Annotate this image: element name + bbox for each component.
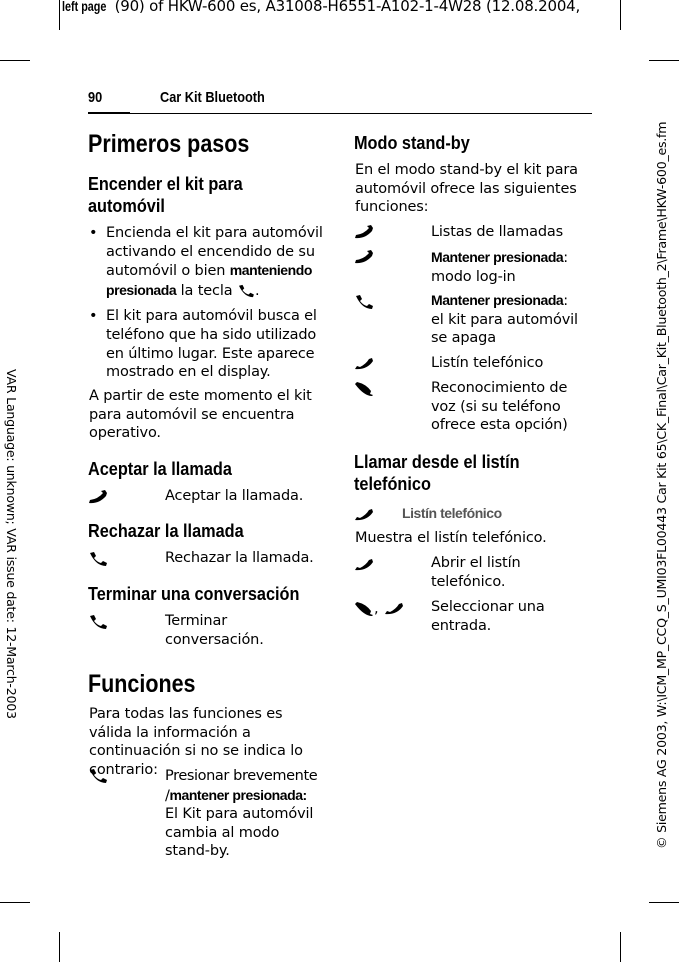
mantener-apaga-text: el kit para automóvil se apaga bbox=[431, 311, 578, 347]
file-info-header bbox=[62, 0, 580, 15]
left-margin-text: VAR Language: unknown; VAR issue date: 12-March-2003 bbox=[4, 369, 19, 719]
mantener-bold: Mantener presionada bbox=[431, 292, 564, 308]
phone-down-icon bbox=[354, 557, 374, 573]
phone-red-icon bbox=[88, 768, 108, 784]
running-head-rule-bold bbox=[88, 112, 130, 114]
listin-label: Listín telefónico bbox=[402, 505, 502, 521]
phone-green-icon bbox=[354, 250, 374, 266]
list-item bbox=[89, 224, 326, 300]
crop-mark bbox=[620, 0, 621, 30]
heading-modo-standby: Modo stand-by bbox=[354, 132, 470, 153]
heading-llamar: Llamar desde el listín telefónico bbox=[354, 451, 520, 494]
crop-mark bbox=[649, 902, 679, 903]
phone-red-icon bbox=[88, 551, 108, 567]
para-operativo: A partir de este momento el kit para automóvil se encuentra operativo. bbox=[89, 388, 312, 442]
heading-encender: Encender el kit para automóvil bbox=[88, 173, 243, 216]
heading-terminar: Terminar una conversación bbox=[88, 583, 300, 604]
bullet1-text: Encienda el kit para automóvil activando el encendido de su automóvil o bien bbox=[106, 225, 323, 280]
listin-text: Listín telefónico bbox=[431, 355, 544, 371]
phone-up-icon bbox=[354, 381, 374, 397]
phone-red-icon bbox=[237, 284, 255, 298]
phone-red-icon bbox=[354, 294, 374, 310]
heading-funciones: Funciones bbox=[88, 670, 196, 698]
mantener-login-text: modo log-in bbox=[431, 268, 516, 285]
phone-green-icon bbox=[354, 225, 374, 241]
file-info-text: (90) of HKW-600 es, A31008-H6551-A102-1-4W28 (12.08.2004, bbox=[110, 0, 581, 15]
bullet1-bold: manteniendo presionada bbox=[106, 262, 312, 298]
phone-up-icon bbox=[354, 601, 374, 617]
para-funciones: Para todas las funciones es válida la información a continuación si no se indica lo contrario: bbox=[89, 706, 303, 778]
presionar-bold: mantener presionada: bbox=[169, 786, 307, 803]
phone-down-icon bbox=[354, 507, 374, 523]
muestra-text: Muestra el listín telefónico. bbox=[355, 530, 547, 546]
mantener-bold: Mantener presionada bbox=[431, 249, 564, 265]
phone-down-icon bbox=[384, 601, 404, 617]
left-page-label: left page bbox=[62, 0, 107, 14]
para-standby: En el modo stand-by el kit para automóvil ofrece las siguientes funciones: bbox=[355, 162, 578, 216]
crop-mark bbox=[59, 932, 60, 962]
reconocimiento-text: Reconocimiento de voz (si su teléfono ofrece esta opción) bbox=[431, 380, 568, 434]
heading-rechazar: Rechazar la llamada bbox=[88, 520, 244, 541]
listas-text: Listas de llamadas bbox=[431, 224, 564, 240]
rechazar-text: Rechazar la llamada. bbox=[165, 550, 314, 566]
abrir-text: Abrir el listín telefónico. bbox=[431, 555, 521, 590]
crop-mark bbox=[620, 932, 621, 962]
aceptar-text: Aceptar la llamada. bbox=[165, 488, 304, 504]
crop-mark bbox=[0, 902, 30, 903]
phone-green-icon bbox=[88, 490, 108, 506]
heading-primeros-pasos: Primeros pasos bbox=[88, 130, 250, 158]
encender-list bbox=[89, 224, 326, 382]
presionar-block bbox=[165, 767, 325, 861]
running-title: Car Kit Bluetooth bbox=[160, 89, 265, 106]
crop-mark bbox=[59, 0, 60, 30]
phone-down-icon bbox=[354, 356, 374, 372]
running-head-rule bbox=[88, 113, 592, 114]
phone-red-icon bbox=[88, 614, 108, 630]
crop-mark bbox=[649, 60, 679, 61]
page-number: 90 bbox=[88, 89, 103, 106]
heading-aceptar: Aceptar la llamada bbox=[88, 458, 232, 479]
right-margin-text: © Siemens AG 2003, W:\ICM_MP_CCQ_S_UMI03FL00443 Car Kit 65\CK_Final\Car_Kit_Bluetooth_2\Frame\HKW-600_es.fm bbox=[654, 121, 669, 849]
icon-separator: , bbox=[374, 601, 379, 617]
seleccionar-text: Seleccionar una entrada. bbox=[431, 599, 545, 634]
bullet1-end: . bbox=[254, 282, 260, 299]
running-head bbox=[88, 89, 592, 115]
presionar-text: Presionar brevemente / bbox=[165, 768, 318, 804]
bullet1-text-b: la tecla bbox=[176, 282, 237, 299]
bullet2-text: El kit para automóvil busca el teléfono que ha sido utilizado en último lugar. Este aparece mostrado en el display. bbox=[106, 308, 317, 381]
mantener-login: Mantener presionada: modo log-in bbox=[431, 249, 569, 285]
list-item bbox=[89, 307, 326, 381]
presionar-text-b: El Kit para automóvil cambia al modo stand-by. bbox=[165, 806, 314, 860]
terminar-text: Terminar conversación. bbox=[165, 613, 264, 648]
mantener-apaga: Mantener presionada: el kit para automóvil se apaga bbox=[431, 292, 578, 347]
crop-mark bbox=[0, 60, 30, 61]
